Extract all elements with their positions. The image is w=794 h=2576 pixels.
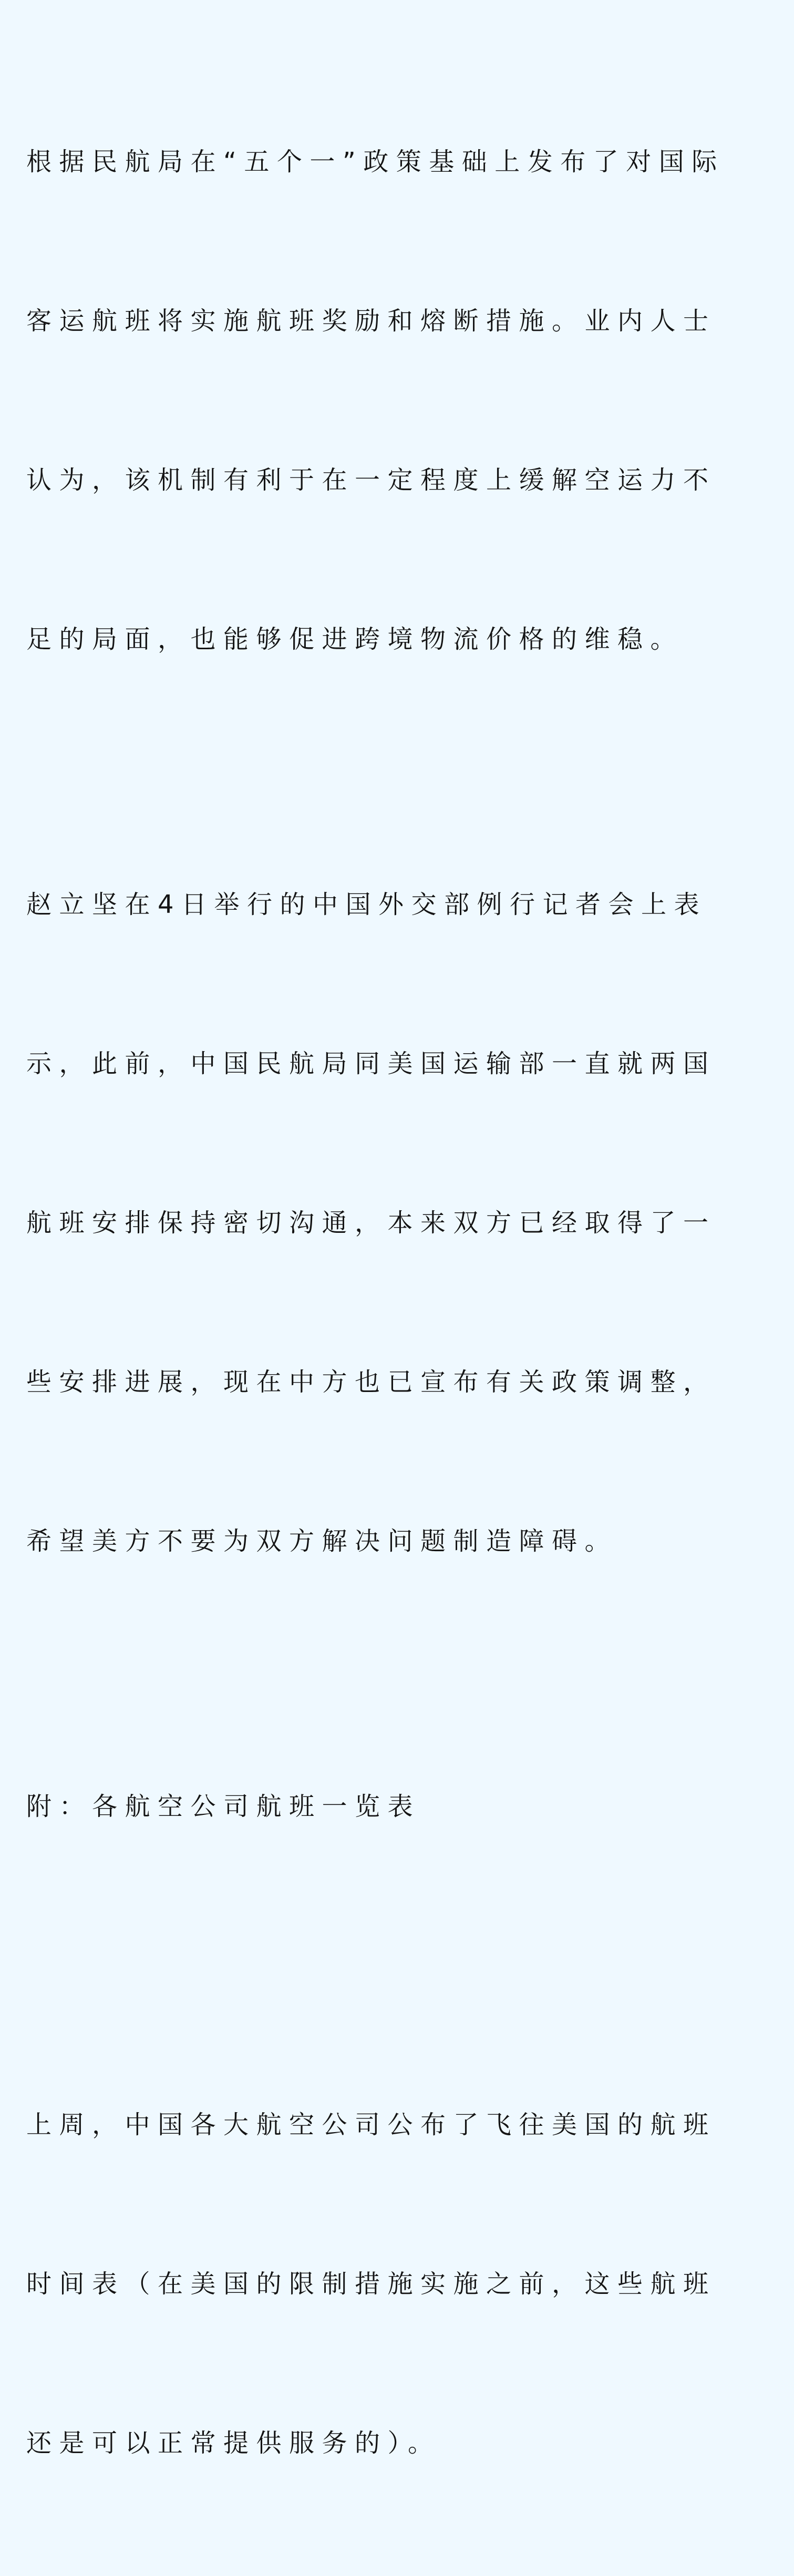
text-line: 希望美方不要为双方解决问题制造障碍。	[26, 1526, 618, 1556]
text-line: 还是可以正常提供服务的）。	[26, 2428, 441, 2458]
paragraph-foreign-ministry-statement	[26, 772, 768, 1674]
text-line: 足的局面，也能够促进跨境物流价格的维稳。	[26, 625, 684, 654]
text-line: 航班安排保持密切沟通，本来双方已经取得了一	[26, 1208, 716, 1238]
paragraph-flight-schedule	[26, 1992, 768, 2576]
blank-line	[26, 1939, 768, 1992]
text-line: 时间表（在美国的限制措施实施之前，这些航班	[26, 2269, 716, 2299]
text-line: 些安排进展，现在中方也已宣布有关政策调整，	[26, 1367, 716, 1397]
paragraph-appendix-heading	[26, 1674, 768, 1939]
paragraph-civil-aviation-policy	[26, 29, 768, 772]
text-line: 示，此前，中国民航局同美国运输部一直就两国	[26, 1049, 716, 1078]
text-line: 认为，该机制有利于在一定程度上缓解空运力不	[26, 465, 716, 495]
text-line: 赵立坚在4日举行的中国外交部例行记者会上表	[26, 890, 707, 919]
text-line: 根据民航局在“五个一”政策基础上发布了对国际	[26, 147, 725, 176]
text-line: 附：各航空公司航班一览表	[26, 1792, 421, 1821]
text-line: 上周，中国各大航空公司公布了飞往美国的航班	[26, 2110, 716, 2139]
text-line: 客运航班将实施航班奖励和熔断措施。业内人士	[26, 306, 716, 336]
